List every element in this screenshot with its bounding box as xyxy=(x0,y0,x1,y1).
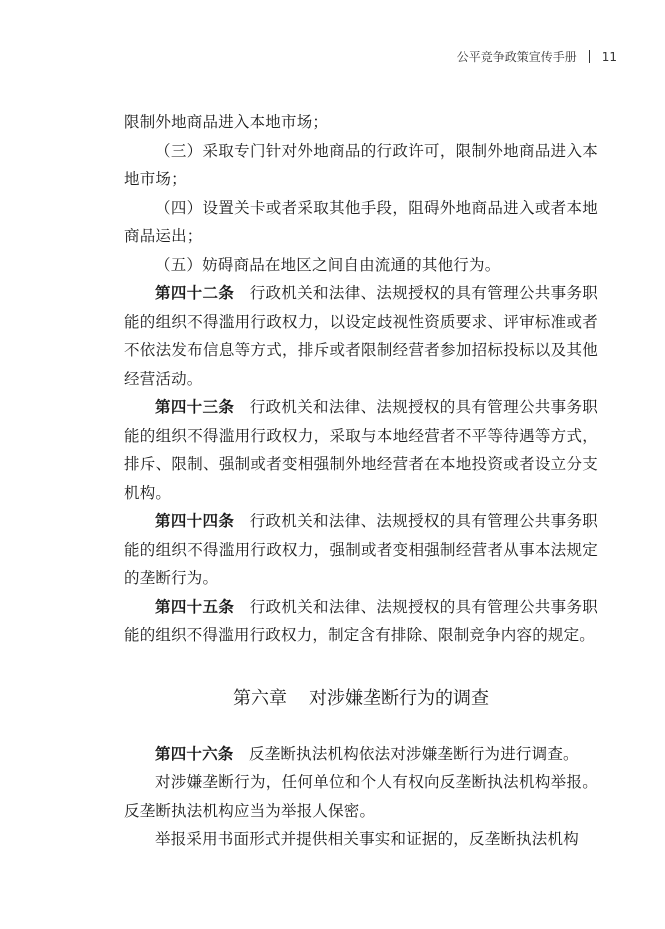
paragraph-text: 反垄断执法机构依法对涉嫌垄断行为进行调查。 xyxy=(249,744,579,763)
paragraph-text: 对涉嫌垄断行为，任何单位和个人有权向反垄断执法机构举报。反垄断执法机构应当为举报人保密。 xyxy=(124,773,598,820)
paragraph xyxy=(124,137,598,194)
paragraph xyxy=(124,740,598,769)
running-header xyxy=(457,48,617,65)
article-number: 第四十三条 xyxy=(155,398,235,416)
paragraph-text: 限制外地商品进入本地市场； xyxy=(124,113,329,131)
articles-after-chapter xyxy=(124,740,598,854)
article-number: 第四十二条 xyxy=(155,284,235,302)
chapter-number: 第六章 xyxy=(233,687,287,709)
header-divider xyxy=(589,50,590,63)
paragraph xyxy=(124,507,598,593)
page-body xyxy=(124,108,598,854)
article-number: 第四十六条 xyxy=(155,744,234,763)
paragraph xyxy=(124,279,598,393)
paragraph-text: 举报采用书面形式并提供相关事实和证据的，反垄断执法机构 xyxy=(155,830,579,848)
paragraph-text: （四）设置关卡或者采取其他手段，阻碍外地商品进入或者本地商品运出； xyxy=(124,198,598,245)
paragraph xyxy=(124,825,598,854)
paragraph-text: 行政机关和法律、法规授权的具有管理公共事务职能的组织不得滥用行政权力，制定含有排除、限制竞争内容的规定。 xyxy=(124,597,598,644)
articles-before-chapter xyxy=(124,108,598,650)
paragraph-text: （五）妨碍商品在地区之间自由流通的其他行为。 xyxy=(155,255,501,274)
paragraph xyxy=(124,108,598,137)
paragraph xyxy=(124,251,598,280)
paragraph-text: （三）采取专门针对外地商品的行政许可，限制外地商品进入本地市场； xyxy=(124,141,598,188)
paragraph xyxy=(124,194,598,251)
paragraph-text: 行政机关和法律、法规授权的具有管理公共事务职能的组织不得滥用行政权力，采取与本地经营者不平等待遇等方式，排斥、限制、强制或者变相强制外地经营者在本地投资或者设立分支机构。 xyxy=(124,398,598,502)
paragraph-text: 行政机关和法律、法规授权的具有管理公共事务职能的组织不得滥用行政权力，以设定歧视性资质要求、评审标准或者不依法发布信息等方式，排斥或者限制经营者参加招标投标以及其他经营活动。 xyxy=(124,284,598,388)
article-number: 第四十四条 xyxy=(155,512,235,530)
chapter-heading xyxy=(124,684,598,710)
paragraph-text: 行政机关和法律、法规授权的具有管理公共事务职能的组织不得滥用行政权力，强制或者变相强制经营者从事本法规定的垄断行为。 xyxy=(124,512,598,587)
article-number: 第四十五条 xyxy=(155,597,235,616)
paragraph xyxy=(124,768,598,825)
chapter-title: 对涉嫌垄断行为的调查 xyxy=(309,687,489,709)
paragraph xyxy=(124,593,598,650)
page-number: 11 xyxy=(601,49,617,64)
paragraph xyxy=(124,393,598,507)
book-title: 公平竞争政策宣传手册 xyxy=(456,50,577,64)
